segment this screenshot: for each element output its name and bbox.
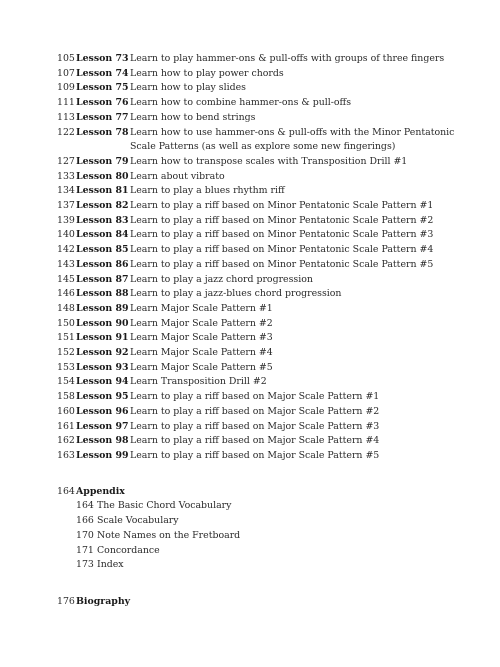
lesson-label: Lesson 80: [76, 170, 129, 182]
lesson-label: Lesson 73: [76, 53, 129, 64]
lesson-label: Lesson 79: [76, 155, 129, 167]
toc-entry-lesson-91[interactable]: [57, 331, 477, 346]
lesson-title: Learn how to bend strings: [130, 111, 256, 123]
lesson-label: Lesson 92: [76, 347, 129, 359]
lesson-title: Learn to play a riff based on Minor Pentatonic Scale Pattern #2: [130, 214, 434, 226]
toc-entry-lesson-87[interactable]: [57, 273, 477, 288]
toc-entry-lesson-81[interactable]: [57, 184, 477, 199]
appendix-item[interactable]: [57, 514, 477, 529]
lesson-title: Learn to play a riff based on Major Scale Pattern #5: [130, 449, 380, 461]
toc-entry-lesson-85[interactable]: [57, 243, 477, 258]
lesson-title: Learn how to play power chords: [130, 67, 284, 79]
lesson-title: Learn Major Scale Pattern #1: [130, 302, 273, 314]
page-number: 113: [57, 111, 75, 123]
toc-entry-lesson-93[interactable]: [57, 361, 477, 376]
lesson-label: Lesson 90: [76, 317, 129, 329]
lesson-label: Lesson 75: [76, 82, 129, 94]
lesson-label: Lesson 93: [76, 361, 129, 373]
page-number: 146: [57, 288, 75, 300]
lesson-title: Learn to play a riff based on Minor Pentatonic Scale Pattern #3: [130, 229, 434, 241]
section-heading: Biography: [76, 595, 131, 607]
page-number: 133: [57, 170, 75, 182]
page-number: 161: [57, 420, 75, 432]
page-number: 134: [57, 185, 75, 197]
lesson-title: Learn how to combine hammer-ons & pull-offs: [130, 97, 352, 109]
toc-entry-lesson-83[interactable]: [57, 214, 477, 229]
lesson-title: Learn how to transpose scales with Transposition Drill #1: [130, 155, 408, 167]
lesson-label: Lesson 86: [76, 258, 129, 270]
page-number: 150: [57, 317, 75, 329]
appendix-item[interactable]: [57, 544, 477, 559]
toc-entry-lesson-78[interactable]: [57, 126, 477, 155]
appendix-item[interactable]: [57, 529, 477, 544]
toc-entry-lesson-98[interactable]: [57, 434, 477, 449]
toc-entry-lesson-77[interactable]: [57, 111, 477, 126]
lesson-label: Lesson 78: [76, 126, 129, 138]
appendix-item-title: Note Names on the Fretboard: [97, 529, 241, 541]
lesson-title: Learn to play a riff based on Major Scale Pattern #1: [130, 391, 380, 403]
lesson-title: Learn Major Scale Pattern #4: [130, 347, 273, 359]
lesson-title: Learn to play a riff based on Major Scale Pattern #4: [130, 435, 380, 447]
toc-entry-appendix[interactable]: [57, 485, 477, 500]
section-spacer: [57, 573, 477, 595]
toc-entry-lesson-94[interactable]: [57, 375, 477, 390]
page-number: 109: [57, 82, 75, 94]
lesson-label: Lesson 99: [76, 449, 129, 461]
toc-entry-lesson-95[interactable]: [57, 390, 477, 405]
page-number: 164: [76, 500, 94, 512]
lesson-label: Lesson 82: [76, 200, 129, 212]
page-number: 158: [57, 391, 75, 403]
lesson-label: Lesson 88: [76, 288, 129, 300]
page-number: 142: [57, 244, 75, 256]
lesson-title: Learn how to use hammer-ons & pull-offs with the Minor Pentatonic Scale Patterns (as well as explore some new fingerings): [130, 126, 455, 153]
toc-entry-lesson-90[interactable]: [57, 317, 477, 332]
lesson-title: Learn Major Scale Pattern #2: [130, 317, 273, 329]
appendix-item[interactable]: [57, 499, 477, 514]
section-heading: Appendix: [76, 485, 125, 497]
lesson-title: Learn to play a blues rhythm riff: [130, 185, 285, 197]
toc-entry-lesson-80[interactable]: [57, 170, 477, 185]
page-number: 151: [57, 332, 75, 344]
toc-entry-lesson-75[interactable]: [57, 81, 477, 96]
toc-entry-lesson-89[interactable]: [57, 302, 477, 317]
lesson-label: Lesson 91: [76, 332, 129, 344]
page-number: 170: [76, 529, 94, 541]
page-number: 164: [57, 485, 75, 497]
lesson-title: Learn to play a jazz chord progression: [130, 273, 313, 285]
lesson-label: Lesson 95: [76, 391, 129, 403]
lesson-label: Lesson 76: [76, 97, 129, 109]
lesson-title: Learn Major Scale Pattern #3: [130, 332, 273, 344]
lesson-title: Learn to play a riff based on Minor Pentatonic Scale Pattern #1: [130, 200, 434, 212]
lesson-label: Lesson 97: [76, 420, 129, 432]
toc-entry-lesson-76[interactable]: [57, 96, 477, 111]
lesson-title: Learn to play a riff based on Major Scale Pattern #3: [130, 420, 380, 432]
toc-entry-lesson-73[interactable]: [57, 52, 477, 67]
appendix-item-title: Concordance: [97, 544, 160, 556]
lesson-label: Lesson 98: [76, 435, 129, 447]
lesson-title: Learn Major Scale Pattern #5: [130, 361, 273, 373]
toc-entry-lesson-92[interactable]: [57, 346, 477, 361]
page-number: 154: [57, 376, 75, 388]
page-number: 152: [57, 347, 75, 359]
lesson-title: Learn about vibrato: [130, 170, 225, 182]
lesson-label: Lesson 81: [76, 185, 129, 197]
lesson-label: Lesson 84: [76, 229, 129, 241]
lesson-label: Lesson 85: [76, 244, 129, 256]
lesson-label: Lesson 96: [76, 405, 129, 417]
page-number: 163: [57, 449, 75, 461]
appendix-item[interactable]: [57, 558, 477, 573]
toc-entry-lesson-84[interactable]: [57, 228, 477, 243]
page-number: 105: [57, 53, 75, 64]
toc-entry-lesson-74[interactable]: [57, 67, 477, 82]
page-number: 143: [57, 258, 75, 270]
lesson-title: Learn to play a riff based on Major Scale Pattern #2: [130, 405, 380, 417]
page-number: 111: [57, 97, 75, 109]
section-spacer: [57, 464, 477, 485]
page-number: 140: [57, 229, 75, 241]
lesson-title: Learn how to play slides: [130, 82, 246, 94]
page-number: 171: [76, 544, 94, 556]
lesson-title: Learn Transposition Drill #2: [130, 376, 267, 388]
toc-entry-lesson-88[interactable]: [57, 287, 477, 302]
page-number: 148: [57, 302, 75, 314]
page-number: 153: [57, 361, 75, 373]
page-number: 173: [76, 559, 94, 571]
toc-entry-lesson-82[interactable]: [57, 199, 477, 214]
page-number: 127: [57, 155, 75, 167]
page-number: 122: [57, 126, 75, 138]
lesson-label: Lesson 89: [76, 302, 129, 314]
lesson-label: Lesson 74: [76, 67, 129, 79]
lesson-label: Lesson 77: [76, 111, 129, 123]
lesson-title: Learn to play a riff based on Minor Pentatonic Scale Pattern #5: [130, 258, 434, 270]
lesson-title: Learn to play hammer-ons & pull-offs with groups of three fingers: [130, 53, 445, 64]
page-number: 107: [57, 67, 75, 79]
table-of-contents: [57, 52, 477, 610]
page-number: 176: [57, 595, 75, 607]
lesson-label: Lesson 83: [76, 214, 129, 226]
page-number: 162: [57, 435, 75, 447]
toc-entry-lesson-96[interactable]: [57, 405, 477, 420]
toc-entry-lesson-86[interactable]: [57, 258, 477, 273]
appendix-item-title: The Basic Chord Vocabulary: [97, 500, 232, 512]
lesson-label: Lesson 87: [76, 273, 129, 285]
toc-entry-lesson-99[interactable]: [57, 449, 477, 464]
page-number: 160: [57, 405, 75, 417]
page-number: 139: [57, 214, 75, 226]
page-number: 145: [57, 273, 75, 285]
page-number: 166: [76, 515, 94, 527]
lesson-title: Learn to play a jazz-blues chord progression: [130, 288, 342, 300]
toc-entry-lesson-79[interactable]: [57, 155, 477, 170]
toc-entry-biography[interactable]: [57, 595, 477, 610]
page-number: 137: [57, 200, 75, 212]
lesson-title: Learn to play a riff based on Minor Pentatonic Scale Pattern #4: [130, 244, 434, 256]
toc-entry-lesson-97[interactable]: [57, 420, 477, 435]
appendix-item-title: Scale Vocabulary: [97, 515, 179, 527]
lesson-label: Lesson 94: [76, 376, 129, 388]
appendix-item-title: Index: [97, 559, 124, 571]
